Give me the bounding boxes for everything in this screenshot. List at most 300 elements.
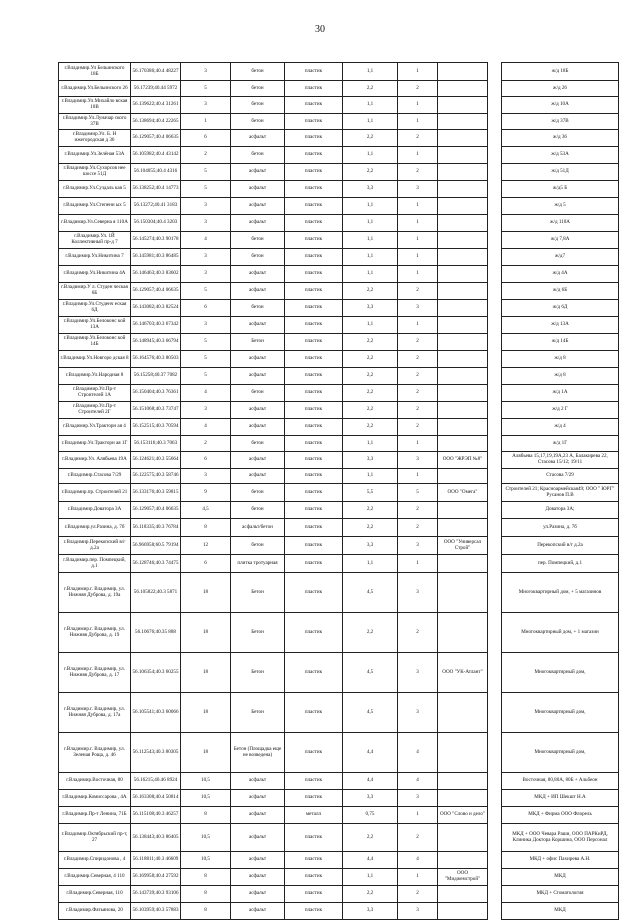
cell-surface-type: бетон: [231, 502, 285, 519]
cell-gap: [488, 733, 502, 773]
cell-container-count: 1: [398, 198, 438, 215]
cell-waste-sources: МКД: [502, 869, 619, 886]
cell-container-material: пластик: [285, 368, 343, 385]
cell-owner-organization: [438, 249, 488, 266]
cell-container-material: пластик: [285, 181, 343, 198]
cell-container-count: 3: [398, 452, 438, 469]
cell-container-volume: 2,2: [343, 385, 398, 402]
cell-container-count: 1: [398, 436, 438, 452]
cell-container-material: пластик: [285, 436, 343, 452]
cell-gap: [488, 215, 502, 232]
cell-surface-type: бетон: [231, 385, 285, 402]
cell-surface-type: асфальт: [231, 869, 285, 886]
cell-container-count: 1: [398, 97, 438, 114]
cell-waste-sources: Многоквартирный дом, + 5 магазинов: [502, 573, 619, 613]
cell-coordinates: 56.152515;40.3 70594: [131, 419, 181, 436]
cell-gap: [488, 790, 502, 807]
cell-site-address: г.Владимир.Ул.Зелёная 53А: [59, 147, 131, 164]
cell-gap: [488, 502, 502, 519]
cell-container-material: пластик: [285, 385, 343, 402]
cell-container-material: пластик: [285, 419, 343, 436]
cell-owner-organization: [438, 385, 488, 402]
cell-site-address: г.Владимир.Ул.Никитина 7: [59, 249, 131, 266]
cell-container-volume: 2,2: [343, 164, 398, 181]
cell-gap: [488, 693, 502, 733]
cell-coordinates: 56.118811;40.3 46609: [131, 852, 181, 869]
container-sites-table: [58, 62, 619, 920]
cell-container-material: пластик: [285, 249, 343, 266]
cell-owner-organization: ООО "Миджемстрой": [438, 869, 488, 886]
cell-site-address: г.Владимир.Ул.Михайло вская 10В: [59, 97, 131, 114]
cell-gap: [488, 97, 502, 114]
cell-container-volume: 4,5: [343, 653, 398, 693]
cell-site-address: г.Владимир.Ул.Тракторн ая 4: [59, 419, 131, 436]
cell-site-address: г.Владимир.Октябрьский пр-т, 27: [59, 824, 131, 852]
cell-container-volume: 2,2: [343, 130, 398, 147]
cell-container-volume: 1,1: [343, 436, 398, 452]
table-row: [59, 555, 619, 573]
cell-waste-sources: ж/д 6Д: [502, 300, 619, 317]
cell-container-material: пластик: [285, 869, 343, 886]
table-row: [59, 266, 619, 283]
cell-waste-sources: ж/д 13А: [502, 317, 619, 334]
cell-gap: [488, 519, 502, 537]
cell-container-count: 1: [398, 114, 438, 130]
cell-surface-type: асфальт: [231, 469, 285, 484]
cell-site-address: г.Владимир.Ул.Студенч еская 6Д: [59, 300, 131, 317]
cell-container-count: 3: [398, 903, 438, 920]
cell-coordinates: 56.128746;40.3 74475: [131, 555, 181, 573]
cell-container-count: 2: [398, 385, 438, 402]
cell-gap: [488, 903, 502, 920]
cell-container-volume: 2,2: [343, 886, 398, 903]
cell-container-volume: 1,1: [343, 469, 398, 484]
cell-owner-organization: [438, 164, 488, 181]
cell-surface-type: асфальт: [231, 198, 285, 215]
cell-container-volume: 1,1: [343, 232, 398, 249]
cell-owner-organization: [438, 824, 488, 852]
cell-container-count: 3: [398, 181, 438, 198]
cell-waste-sources: Алябьева 15,17,19,19А,23 А, Балакирева 22, Стасова 15/12; 19/11: [502, 452, 619, 469]
cell-waste-sources: ж/д 14Б: [502, 334, 619, 351]
cell-container-volume: 4,4: [343, 733, 398, 773]
cell-area-sqm: 12: [181, 537, 231, 555]
table-row: [59, 733, 619, 773]
cell-surface-type: асфальт: [231, 886, 285, 903]
cell-container-volume: 2,2: [343, 419, 398, 436]
cell-gap: [488, 886, 502, 903]
cell-surface-type: асфальт: [231, 181, 285, 198]
cell-owner-organization: [438, 334, 488, 351]
cell-area-sqm: 4,5: [181, 502, 231, 519]
cell-surface-type: асфальт: [231, 266, 285, 283]
cell-container-volume: 1,1: [343, 869, 398, 886]
cell-site-address: г.Владимир.г. Владимир, ул. Нижняя Дуброва, д. 19а: [59, 573, 131, 613]
cell-site-address: г.Владимир.Ул.Белоконс кой 13А: [59, 317, 131, 334]
cell-area-sqm: 2: [181, 147, 231, 164]
cell-area-sqm: 10,5: [181, 824, 231, 852]
cell-site-address: г.Владимир.Доватора 3А: [59, 502, 131, 519]
cell-area-sqm: 5: [181, 334, 231, 351]
cell-site-address: г.Владимир.Ул.Бельинского 26: [59, 81, 131, 97]
cell-waste-sources: ж/д 8: [502, 351, 619, 368]
cell-gap: [488, 824, 502, 852]
cell-container-volume: 3,3: [343, 903, 398, 920]
cell-container-material: пластик: [285, 63, 343, 81]
cell-area-sqm: 8: [181, 519, 231, 537]
cell-coordinates: 56.124621;40.3 55664: [131, 452, 181, 469]
cell-area-sqm: 6: [181, 130, 231, 147]
cell-waste-sources: ж/д 7,8А: [502, 232, 619, 249]
cell-container-material: пластик: [285, 266, 343, 283]
cell-gap: [488, 773, 502, 790]
cell-surface-type: Бетон: [231, 693, 285, 733]
cell-gap: [488, 317, 502, 334]
cell-container-material: пластик: [285, 653, 343, 693]
cell-container-volume: 1,1: [343, 63, 398, 81]
cell-gap: [488, 351, 502, 368]
cell-container-count: 4: [398, 773, 438, 790]
cell-coordinates: 56.138443;40.3 86405: [131, 824, 181, 852]
cell-area-sqm: 3: [181, 215, 231, 232]
cell-site-address: г.Владимир.Северная, 110: [59, 886, 131, 903]
cell-coordinates: 56.129057;40.4 06635: [131, 502, 181, 519]
cell-site-address: г.Владимир.Северная, 4 110: [59, 869, 131, 886]
cell-site-address: г.Владимир.Стасова 7/29: [59, 469, 131, 484]
cell-gap: [488, 114, 502, 130]
cell-gap: [488, 869, 502, 886]
table-row: [59, 484, 619, 502]
cell-surface-type: бетон: [231, 97, 285, 114]
cell-owner-organization: [438, 555, 488, 573]
cell-owner-organization: [438, 519, 488, 537]
cell-owner-organization: [438, 81, 488, 97]
cell-site-address: г.Владимир.Спиридонова , 4: [59, 852, 131, 869]
cell-area-sqm: 18: [181, 613, 231, 653]
cell-site-address: г.Владимир.Ул. Алябьева 19А: [59, 452, 131, 469]
cell-container-count: 1: [398, 63, 438, 81]
cell-owner-organization: [438, 198, 488, 215]
table-row: [59, 351, 619, 368]
cell-coordinates: 56.150304;40.4 3203: [131, 215, 181, 232]
cell-area-sqm: 8: [181, 869, 231, 886]
cell-container-material: пластик: [285, 334, 343, 351]
cell-site-address: г.Владимир.г. Владимир, ул. Нижняя Дуброва, д. 19: [59, 613, 131, 653]
cell-container-count: 2: [398, 402, 438, 419]
cell-container-volume: 5,5: [343, 484, 398, 502]
cell-site-address: г.Владимир.Ул.Народная 8: [59, 368, 131, 385]
cell-container-count: 3: [398, 537, 438, 555]
cell-owner-organization: [438, 852, 488, 869]
cell-coordinates: 56.169958;40.4 27592: [131, 869, 181, 886]
cell-container-count: 2: [398, 130, 438, 147]
table-row: [59, 130, 619, 147]
cell-site-address: г.Владимир.Восточная, 80: [59, 773, 131, 790]
cell-waste-sources: МКД + ИП Шекшт Н.А: [502, 790, 619, 807]
table-row: [59, 334, 619, 351]
cell-container-material: пластик: [285, 824, 343, 852]
table-row: [59, 790, 619, 807]
cell-gap: [488, 537, 502, 555]
cell-area-sqm: 6: [181, 555, 231, 573]
cell-coordinates: 56.112543;40.3 80305: [131, 733, 181, 773]
cell-waste-sources: ж/д 10А: [502, 97, 619, 114]
table-row: [59, 436, 619, 452]
cell-container-count: 2: [398, 351, 438, 368]
table-row: [59, 147, 619, 164]
cell-waste-sources: ж/д 1А: [502, 385, 619, 402]
cell-container-volume: 3,3: [343, 181, 398, 198]
cell-waste-sources: ж/д 36: [502, 130, 619, 147]
cell-gap: [488, 130, 502, 147]
cell-owner-organization: [438, 114, 488, 130]
cell-owner-organization: [438, 790, 488, 807]
cell-container-count: 2: [398, 502, 438, 519]
cell-container-count: 2: [398, 164, 438, 181]
cell-surface-type: асфальт: [231, 368, 285, 385]
cell-container-volume: 1,1: [343, 555, 398, 573]
table-row: [59, 693, 619, 733]
cell-container-count: 3: [398, 790, 438, 807]
cell-container-volume: 4,4: [343, 773, 398, 790]
table-row: [59, 215, 619, 232]
cell-coordinates: 56.115108;40.3 46257: [131, 807, 181, 824]
cell-container-count: 3: [398, 573, 438, 613]
cell-surface-type: асфальт: [231, 452, 285, 469]
cell-container-material: пластик: [285, 733, 343, 773]
cell-owner-organization: ООО "УК-Атлант": [438, 653, 488, 693]
cell-waste-sources: Многоквартирный дом,: [502, 733, 619, 773]
cell-container-volume: 1,1: [343, 266, 398, 283]
cell-surface-type: асфальт: [231, 807, 285, 824]
cell-surface-type: бетон: [231, 537, 285, 555]
cell-owner-organization: [438, 232, 488, 249]
table-row: [59, 164, 619, 181]
cell-container-volume: 2,2: [343, 519, 398, 537]
cell-container-material: пластик: [285, 886, 343, 903]
table-row: [59, 502, 619, 519]
cell-coordinates: 56.146703;40.3 67342: [131, 317, 181, 334]
cell-surface-type: Бетон: [231, 613, 285, 653]
cell-coordinates: 56.153116;40.3 7063: [131, 436, 181, 452]
cell-container-count: 4: [398, 852, 438, 869]
cell-container-material: пластик: [285, 198, 343, 215]
cell-container-material: пластик: [285, 283, 343, 300]
cell-owner-organization: [438, 903, 488, 920]
cell-container-count: 1: [398, 317, 438, 334]
cell-coordinates: 56.151068;40.3 73747: [131, 402, 181, 419]
cell-area-sqm: 5: [181, 283, 231, 300]
cell-container-material: пластик: [285, 215, 343, 232]
cell-area-sqm: 18: [181, 653, 231, 693]
cell-waste-sources: Многоквартирный дом, + 1 магазин: [502, 613, 619, 653]
cell-gap: [488, 555, 502, 573]
cell-surface-type: асфальт: [231, 903, 285, 920]
cell-container-volume: 3,3: [343, 452, 398, 469]
cell-waste-sources: ж/д 6Б: [502, 283, 619, 300]
cell-area-sqm: 8: [181, 807, 231, 824]
cell-area-sqm: 5: [181, 81, 231, 97]
cell-gap: [488, 249, 502, 266]
cell-owner-organization: [438, 469, 488, 484]
cell-owner-organization: ООО "Омега": [438, 484, 488, 502]
cell-surface-type: бетон: [231, 232, 285, 249]
cell-gap: [488, 613, 502, 653]
cell-container-volume: 2,2: [343, 334, 398, 351]
cell-area-sqm: 3: [181, 249, 231, 266]
cell-site-address: г.Владимир.Ул.Суздаль кая 5: [59, 181, 131, 198]
cell-owner-organization: [438, 130, 488, 147]
cell-owner-organization: [438, 317, 488, 334]
cell-container-material: пластик: [285, 790, 343, 807]
cell-gap: [488, 402, 502, 419]
cell-coordinates: 56.138694;40.4 22265: [131, 114, 181, 130]
cell-container-volume: 1,1: [343, 249, 398, 266]
cell-surface-type: Бетон: [231, 573, 285, 613]
table-row: [59, 852, 619, 869]
cell-site-address: г.Владимир.Пр-т Ленина, 71Б: [59, 807, 131, 824]
cell-container-count: 1: [398, 555, 438, 573]
cell-surface-type: асфальт: [231, 351, 285, 368]
cell-surface-type: асфальт: [231, 402, 285, 419]
cell-container-volume: 4,5: [343, 693, 398, 733]
cell-surface-type: бетон: [231, 300, 285, 317]
cell-coordinates: 56.966958;60.5 79194: [131, 537, 181, 555]
cell-container-volume: 1,1: [343, 114, 398, 130]
cell-container-count: 2: [398, 519, 438, 537]
cell-waste-sources: ж/д5 Б: [502, 181, 619, 198]
cell-container-material: пластик: [285, 452, 343, 469]
cell-container-material: пластик: [285, 555, 343, 573]
cell-container-count: 2: [398, 824, 438, 852]
cell-gap: [488, 198, 502, 215]
cell-coordinates: 56.146463;40.3 83602: [131, 266, 181, 283]
cell-site-address: г.Владимир.Ул.Северна я 110А: [59, 215, 131, 232]
cell-owner-organization: [438, 436, 488, 452]
cell-surface-type: бетон: [231, 63, 285, 81]
cell-gap: [488, 419, 502, 436]
cell-area-sqm: 4: [181, 232, 231, 249]
cell-gap: [488, 300, 502, 317]
cell-coordinates: 56.164576;40.3 80503: [131, 351, 181, 368]
cell-area-sqm: 9: [181, 484, 231, 502]
cell-container-count: 1: [398, 266, 438, 283]
cell-owner-organization: [438, 97, 488, 114]
cell-waste-sources: Многоквартирный дом,: [502, 693, 619, 733]
cell-container-volume: 2,2: [343, 283, 398, 300]
table-row: [59, 519, 619, 537]
cell-surface-type: Бетон: [231, 653, 285, 693]
table-row: [59, 869, 619, 886]
cell-container-material: пластик: [285, 97, 343, 114]
table-row: [59, 385, 619, 402]
cell-gap: [488, 63, 502, 81]
cell-container-count: 2: [398, 886, 438, 903]
cell-waste-sources: ул.Разина, д. 7б: [502, 519, 619, 537]
cell-coordinates: 56.15258;40.37 7082: [131, 368, 181, 385]
cell-container-material: пластик: [285, 300, 343, 317]
cell-coordinates: 56.105541;40.3 60066: [131, 693, 181, 733]
cell-waste-sources: МКД + Фирма ООО Флорель: [502, 807, 619, 824]
cell-coordinates: 56.16215;40.46 8924: [131, 773, 181, 790]
cell-surface-type: асфальт: [231, 773, 285, 790]
cell-waste-sources: ж/д 26: [502, 81, 619, 97]
cell-area-sqm: 4: [181, 385, 231, 402]
cell-area-sqm: 4: [181, 419, 231, 436]
cell-surface-type: бетон: [231, 114, 285, 130]
cell-surface-type: асфальт: [231, 283, 285, 300]
cell-owner-organization: [438, 573, 488, 613]
cell-gap: [488, 232, 502, 249]
cell-owner-organization: [438, 419, 488, 436]
cell-surface-type: асфальт: [231, 419, 285, 436]
cell-container-volume: 1,1: [343, 147, 398, 164]
table-row: [59, 469, 619, 484]
cell-container-volume: 2,2: [343, 824, 398, 852]
cell-area-sqm: 18: [181, 573, 231, 613]
cell-site-address: г.Владимир.Фатьянова, 20: [59, 903, 131, 920]
cell-surface-type: асфальт: [231, 317, 285, 334]
cell-site-address: г.Владимир.ул.Разина, д. 7б: [59, 519, 131, 537]
cell-site-address: г.Владимир.Ул.Тракторн ая 1Г: [59, 436, 131, 452]
cell-gap: [488, 852, 502, 869]
cell-surface-type: асфальт: [231, 130, 285, 147]
cell-container-volume: 2,2: [343, 402, 398, 419]
cell-owner-organization: [438, 693, 488, 733]
cell-gap: [488, 181, 502, 198]
cell-waste-sources: ж/д 110А: [502, 215, 619, 232]
cell-coordinates: 56.104055;40.4 4316: [131, 164, 181, 181]
cell-owner-organization: ООО "ЖРЭП №8": [438, 452, 488, 469]
cell-container-material: пластик: [285, 502, 343, 519]
cell-container-volume: 1,1: [343, 198, 398, 215]
cell-container-volume: 4,4: [343, 852, 398, 869]
cell-site-address: г.Владимир.г. Владимир, ул. Нижняя Дуброва, д. 17: [59, 653, 131, 693]
cell-owner-organization: [438, 773, 488, 790]
cell-container-volume: 2,2: [343, 368, 398, 385]
table-row: [59, 573, 619, 613]
cell-waste-sources: ж/д 1Г: [502, 436, 619, 452]
cell-container-material: пластик: [285, 484, 343, 502]
table-row: [59, 181, 619, 198]
cell-gap: [488, 334, 502, 351]
cell-surface-type: бетон: [231, 81, 285, 97]
page-number: 30: [315, 24, 325, 35]
cell-owner-organization: [438, 300, 488, 317]
cell-coordinates: 56.139622;40.4 31261: [131, 97, 181, 114]
cell-container-material: пластик: [285, 903, 343, 920]
cell-gap: [488, 385, 502, 402]
cell-waste-sources: МКД + Стоматология: [502, 886, 619, 903]
cell-surface-type: асфальт: [231, 790, 285, 807]
cell-waste-sources: МКД: [502, 903, 619, 920]
cell-gap: [488, 573, 502, 613]
cell-site-address: г.Владимир.Ул. Б. Н ижегородская д 36: [59, 130, 131, 147]
cell-container-count: 1: [398, 147, 438, 164]
table-row: [59, 886, 619, 903]
cell-container-material: пластик: [285, 852, 343, 869]
cell-container-material: пластик: [285, 317, 343, 334]
cell-owner-organization: [438, 402, 488, 419]
cell-gap: [488, 653, 502, 693]
cell-site-address: г.Владимир.Перекопский в/г д.2а: [59, 537, 131, 555]
cell-container-count: 2: [398, 283, 438, 300]
cell-gap: [488, 469, 502, 484]
cell-owner-organization: [438, 502, 488, 519]
table-row: [59, 773, 619, 790]
cell-owner-organization: [438, 733, 488, 773]
cell-waste-sources: Строителей 21; Красноармейская49; ООО " ЮРГ" Русанов П.В: [502, 484, 619, 502]
